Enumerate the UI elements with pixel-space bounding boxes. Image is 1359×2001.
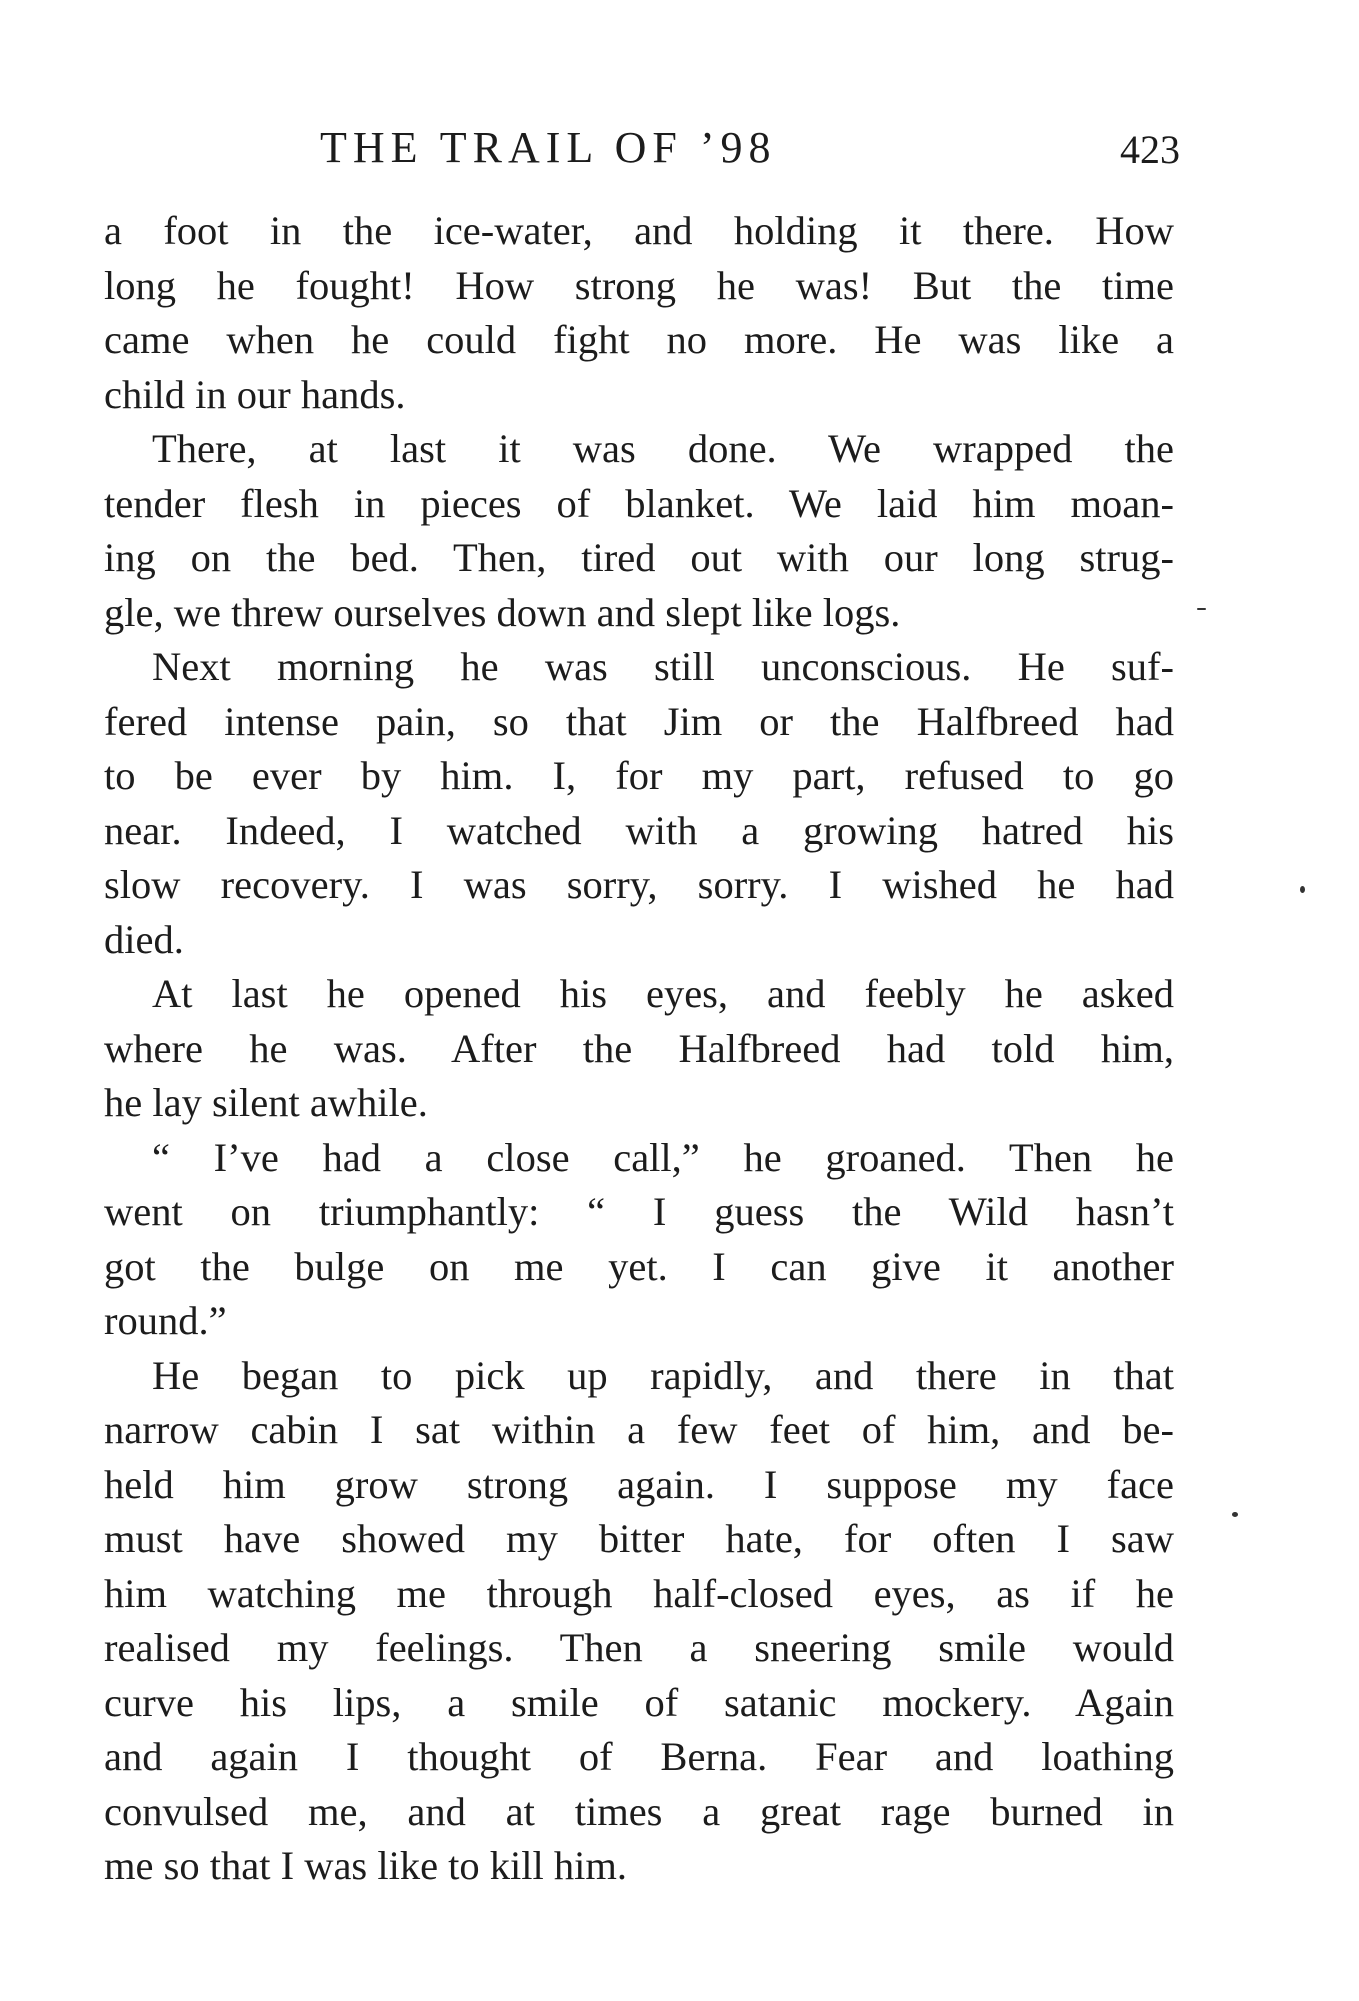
text-line: Next morning he was still unconscious. He suf-: [152, 644, 1174, 689]
running-title: THE TRAIL OF ’98: [320, 123, 777, 172]
text-line: near. Indeed, I watched with a growing hatred his: [104, 807, 1174, 853]
body-text: [104, 204, 1174, 1894]
text-line: went on triumphantly: “ I guess the Wild hasn’t: [104, 1189, 1174, 1234]
text-line: gle, we threw ourselves down and slept like logs.: [104, 589, 901, 635]
text-line: must have showed my bitter hate, for often I saw: [104, 1516, 1174, 1561]
text-line: He began to pick up rapidly, and there in that: [152, 1352, 1174, 1398]
text-line: round.”: [104, 1298, 227, 1343]
text-line: came when he could fight no more. He was like a: [104, 317, 1174, 362]
print-speck: [1232, 1512, 1238, 1517]
text-line: narrow cabin I sat within a few feet of him, and be-: [104, 1407, 1174, 1452]
text-line: child in our hands.: [104, 371, 406, 417]
text-line: to be ever by him. I, for my part, refused to go: [104, 753, 1174, 798]
text-line: long he fought! How strong he was! But the time: [104, 262, 1174, 308]
text-line: slow recovery. I was sorry, sorry. I wished he had: [104, 862, 1174, 907]
text-line: he lay silent awhile.: [104, 1080, 428, 1125]
text-line: me so that I was like to kill him.: [104, 1843, 628, 1888]
page-number: 423: [1120, 127, 1180, 172]
text-line: where he was. After the Halfbreed had told him,: [104, 1025, 1174, 1071]
text-line: held him grow strong again. I suppose my face: [104, 1461, 1174, 1507]
text-line: him watching me through half-closed eyes, as if he: [104, 1570, 1174, 1616]
text-line: and again I thought of Berna. Fear and loathing: [104, 1734, 1174, 1779]
text-line: At last he opened his eyes, and feebly he asked: [152, 971, 1174, 1016]
text-line: ing on the bed. Then, tired out with our long strug-: [104, 535, 1174, 580]
text-line: curve his lips, a smile of satanic mockery. Again: [104, 1679, 1174, 1725]
text-line: tender flesh in pieces of blanket. We laid him moan-: [104, 480, 1174, 526]
text-line: got the bulge on me yet. I can give it another: [104, 1243, 1174, 1289]
text-line: a foot in the ice-water, and holding it there. How: [104, 208, 1174, 253]
text-line: convulsed me, and at times a great rage burned in: [104, 1788, 1174, 1834]
text-line: died.: [104, 916, 184, 962]
text-line: “ I’ve had a close call,” he groaned. Then he: [152, 1134, 1174, 1180]
running-head: [320, 118, 1180, 178]
print-speck: [1300, 886, 1305, 893]
text-line: realised my feelings. Then a sneering smile would: [104, 1625, 1174, 1670]
text-line: There, at last it was done. We wrapped the: [152, 426, 1174, 471]
text-line: fered intense pain, so that Jim or the Halfbreed had: [104, 698, 1174, 744]
print-speck: [1197, 608, 1206, 610]
